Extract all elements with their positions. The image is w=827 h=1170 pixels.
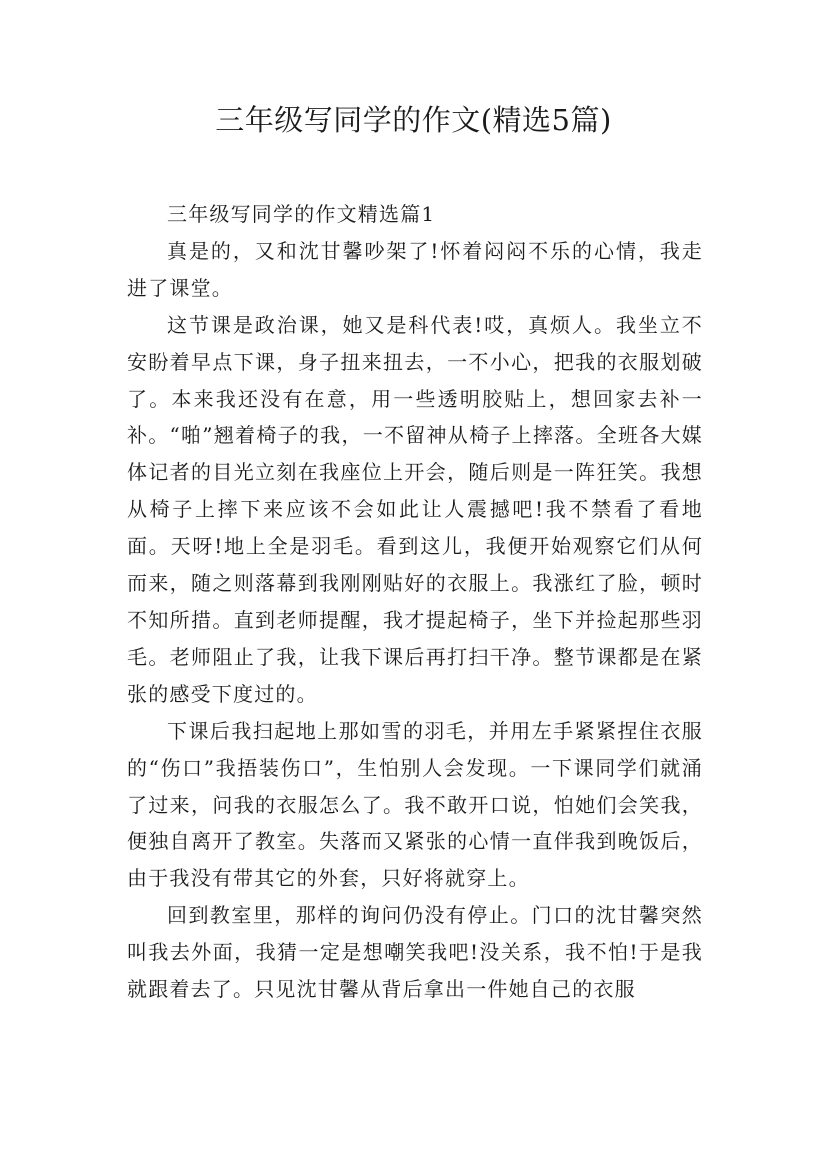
- document-body: [127, 196, 703, 1008]
- document-title: 三年级写同学的作文(精选5篇): [215, 103, 612, 137]
- paragraph-3: 下课后我扫起地上那如雪的羽毛，并用左手紧紧捏住衣服的“伤口”我捂装伤口”，生怕别人会发现。一下课同学们就涌了过来，问我的衣服怎么了。我不敢开口说，怕她们会笑我，便独自离开了教室。失落而又紧张的心情一直伴我到晚饭后，由于我没有带其它的外套，只好将就穿上。: [127, 718, 703, 891]
- paragraph-2: 这节课是政治课，她又是科代表!哎，真烦人。我坐立不安盼着早点下课，身子扭来扭去，一不小心，把我的衣服划破了。本来我还没有在意，用一些透明胶贴上，想回家去补一补。“啪”翘着椅子的我，一不留神从椅子上摔落。全班各大媒体记者的目光立刻在我座位上开会，随后则是一阵狂笑。我想从椅子上摔下来应该不会如此让人震撼吧!我不禁看了看地面。天呀!地上全是羽毛。看到这儿，我便开始观察它们从何而来，随之则落幕到我刚刚贴好的衣服上。我涨红了脸，顿时不知所措。直到老师提醒，我才提起椅子，坐下并捡起那些羽毛。老师阻止了我，让我下课后再打扫干净。整节课都是在紧张的感受下度过的。: [127, 312, 703, 706]
- paragraph-4: 回到教室里，那样的询问仍没有停止。门口的沈甘馨突然叫我去外面，我猜一定是想嘲笑我吧!没关系，我不怕!于是我就跟着去了。只见沈甘馨从背后拿出一件她自己的衣服: [127, 903, 703, 1002]
- section-subtitle: 三年级写同学的作文精选篇1: [167, 202, 436, 226]
- paragraph-1: 真是的，又和沈甘馨吵架了!怀着闷闷不乐的心情，我走进了课堂。: [127, 238, 703, 300]
